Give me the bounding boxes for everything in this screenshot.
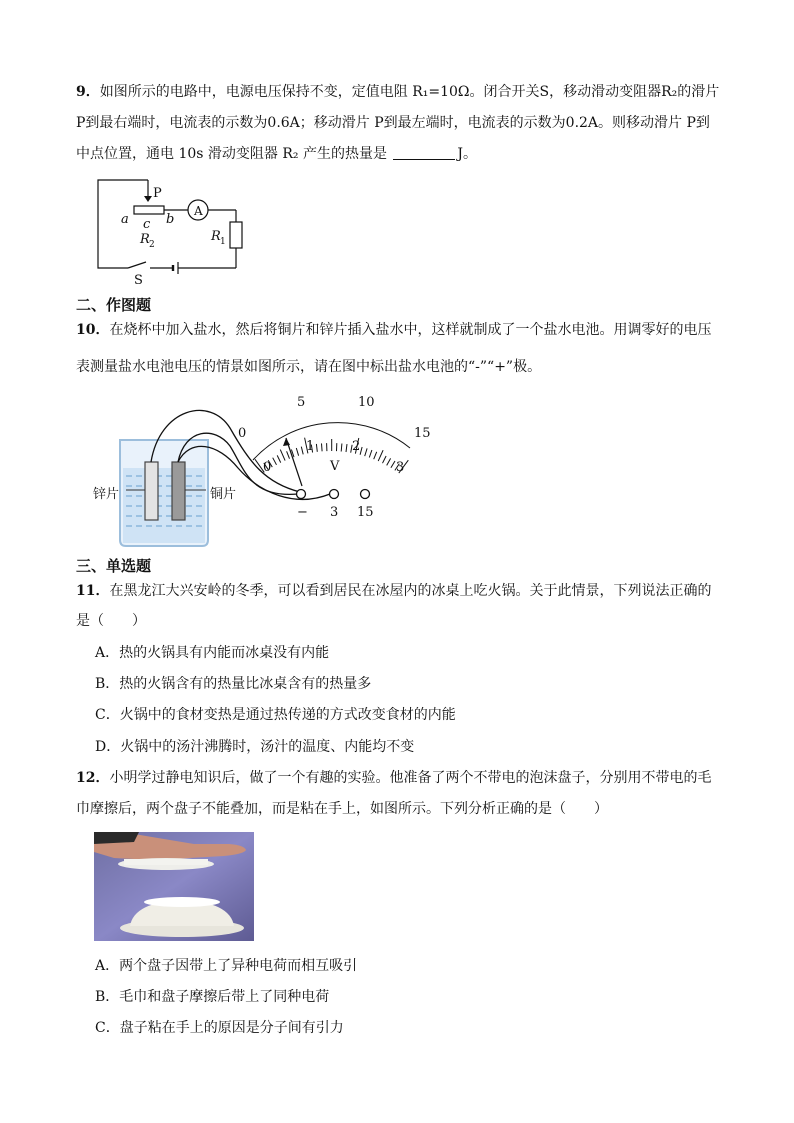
label-b: b bbox=[166, 212, 175, 227]
upper-scale-10: 10 bbox=[358, 395, 375, 410]
lower-scale-1: 1 bbox=[306, 439, 315, 454]
terminal-minus[interactable] bbox=[297, 490, 306, 499]
lower-scale-3: 3 bbox=[396, 460, 405, 475]
q12-number: 12． bbox=[76, 770, 110, 786]
section-heading-2: 二、作图题 bbox=[76, 296, 152, 314]
q10-number: 10． bbox=[76, 322, 110, 338]
scale-tick bbox=[280, 450, 285, 461]
meter-symbol-V: V bbox=[330, 459, 340, 474]
q12-line-2: 巾摩擦后，两个盘子不能叠加，而是粘在手上，如图所示。下列分析正确的是（ ） bbox=[76, 801, 608, 817]
lower-scale-2: 2 bbox=[352, 439, 361, 454]
scale-tick bbox=[391, 461, 395, 468]
q11-line-2: 是（ ） bbox=[76, 613, 146, 629]
scale-tick bbox=[296, 448, 298, 456]
q9-number: 9． bbox=[76, 84, 100, 100]
scale-tick bbox=[374, 452, 377, 459]
scale-tick bbox=[387, 458, 391, 465]
zinc-label: 锌片 bbox=[93, 487, 120, 502]
label-c: c bbox=[143, 217, 151, 232]
label-a: a bbox=[121, 212, 129, 227]
scale-tick bbox=[360, 447, 362, 455]
scale-tick bbox=[273, 458, 277, 465]
copper-label: 铜片 bbox=[210, 487, 237, 502]
q9-circuit-diagram bbox=[90, 172, 260, 287]
q12-option-b[interactable]: B．毛巾和盘子摩擦后带上了同种电荷 bbox=[95, 989, 330, 1005]
q11-option-a[interactable]: A．热的火锅具有内能而冰桌没有内能 bbox=[95, 645, 330, 661]
scale-tick bbox=[341, 444, 342, 452]
q9-line-3: 中点位置，通电 10s 滑动变阻器 R₂ 产生的热量是 J。 bbox=[76, 146, 478, 162]
scale-tick bbox=[322, 443, 323, 451]
terminal-3[interactable] bbox=[330, 490, 339, 499]
scale-tick bbox=[346, 444, 347, 452]
q12-plates-photo bbox=[94, 832, 254, 941]
label-R1-sub: 1 bbox=[220, 237, 226, 247]
q12-option-c[interactable]: C．盘子粘在手上的原因是分子间有引力 bbox=[95, 1020, 344, 1036]
q10-battery-voltmeter-figure bbox=[90, 388, 440, 550]
scale-tick bbox=[277, 455, 281, 462]
q10-line-2: 表测量盐水电池电压的情景如图所示，请在图中标出盐水电池的“-”“+”极。 bbox=[76, 359, 542, 375]
q12-line-1: 12．小明学过静电知识后，做了一个有趣的实验。他准备了两个不带电的泡沫盘子，分别用不带电的毛 bbox=[76, 770, 712, 786]
scale-tick bbox=[301, 447, 303, 455]
scale-tick bbox=[365, 448, 367, 456]
scale-tick bbox=[369, 450, 372, 458]
q11-option-d[interactable]: D．火锅中的汤汁沸腾时，汤汁的温度、内能均不变 bbox=[95, 739, 415, 755]
answer-blank[interactable] bbox=[393, 145, 455, 160]
lower-scale-0: 0 bbox=[263, 460, 272, 475]
section-heading-3: 三、单选题 bbox=[76, 557, 152, 575]
q11-number: 11． bbox=[76, 583, 110, 599]
q11-option-c[interactable]: C．火锅中的食材变热是通过热传递的方式改变食材的内能 bbox=[95, 707, 456, 723]
q9-line-1: 9．如图所示的电路中，电源电压保持不变，定值电阻 R₁=10Ω。闭合开关S，移动滑动变阻器R₂的滑片 bbox=[76, 84, 720, 100]
scale-tick bbox=[287, 451, 290, 458]
q10-line-1: 10．在烧杯中加入盐水，然后将铜片和锌片插入盐水中，这样就制成了一个盐水电池。用调零好的电压 bbox=[76, 322, 712, 338]
q11-line-1: 11．在黑龙江大兴安岭的冬季，可以看到居民在冰屋内的冰桌上吃火锅。关于此情景，下列说法正确的 bbox=[76, 583, 712, 599]
terminal-15-label: 15 bbox=[357, 505, 374, 520]
upper-scale-15: 15 bbox=[414, 426, 431, 441]
label-R2: R bbox=[140, 232, 150, 247]
label-R2-sub: 2 bbox=[149, 240, 155, 250]
scale-tick bbox=[316, 444, 317, 452]
scale-tick bbox=[378, 450, 383, 461]
q9-line-2: P到最右端时，电流表的示数为0.6A；移动滑片 P到最左端时，电流表的示数为0.2A。则移动滑片 P到 bbox=[76, 115, 710, 131]
terminal-minus-label: − bbox=[297, 505, 308, 520]
terminal-15[interactable] bbox=[361, 490, 370, 499]
label-P: P bbox=[153, 186, 162, 201]
scale-tick bbox=[383, 456, 387, 463]
label-R1: R bbox=[211, 229, 221, 244]
q11-option-b[interactable]: B．热的火锅含有的热量比冰桌含有的热量多 bbox=[95, 676, 372, 692]
upper-scale-0: 0 bbox=[238, 426, 247, 441]
ammeter-label: A bbox=[194, 204, 203, 218]
upper-scale-5: 5 bbox=[297, 395, 306, 410]
terminal-3-label: 3 bbox=[330, 505, 339, 520]
q12-option-a[interactable]: A．两个盘子因带上了异种电荷而相互吸引 bbox=[95, 958, 358, 974]
label-S: S bbox=[134, 273, 143, 287]
